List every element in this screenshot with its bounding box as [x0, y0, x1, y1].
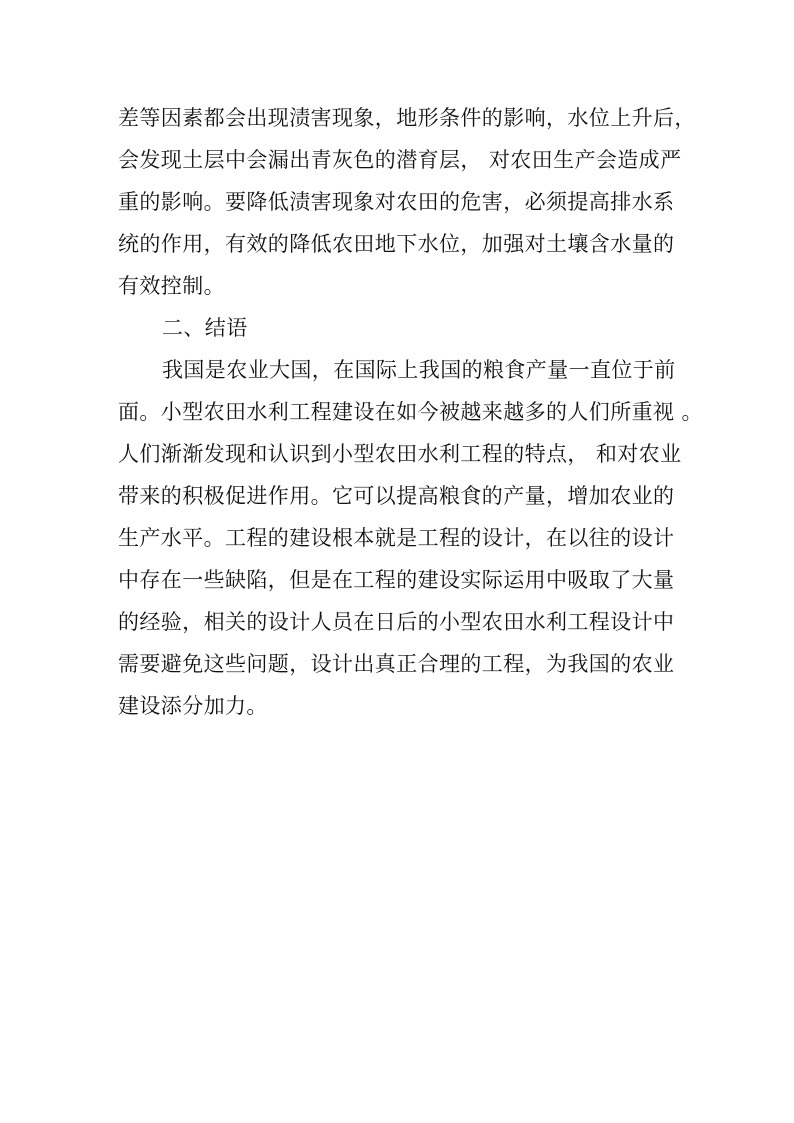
text-line: 我国是农业大国，在国际上我国的粮食产量一直位于前 — [162, 358, 676, 382]
text-line: 生产水平。工程的建设根本就是工程的设计，在以往的设计 — [118, 526, 675, 550]
text-line: 差等因素都会出现渍害现象，地形条件的影响，水位上升后， — [118, 106, 696, 130]
text-line: 会发现土层中会漏出青灰色的潜育层， 对农田生产会造成严 — [118, 148, 682, 172]
text-line: 统的作用，有效的降低农田地下水位，加强对土壤含水量的 — [118, 232, 675, 256]
text-line: 人们渐渐发现和认识到小型农田水利工程的特点， 和对农业 — [118, 442, 682, 466]
text-line: 重的影响。要降低渍害现象对农田的危害，必须提高排水系 — [118, 190, 675, 214]
text-line: 的经验，相关的设计人员在日后的小型农田水利工程设计中 — [118, 610, 675, 634]
text-line: 有效控制。 — [118, 274, 225, 298]
text-line: 带来的积极促进作用。它可以提高粮食的产量，增加农业的 — [118, 484, 675, 508]
section-heading: 二、结语 — [162, 316, 248, 340]
text-line: 面。小型农田水利工程建设在如今被越来越多的人们所重视 。 — [118, 400, 703, 424]
text-line: 需要避免这些问题，设计出真正合理的工程，为我国的农业 — [118, 652, 675, 676]
text-line: 建设添分加力。 — [118, 694, 268, 718]
text-line: 中存在一些缺陷，但是在工程的建设实际运用中吸取了大量 — [118, 568, 675, 592]
